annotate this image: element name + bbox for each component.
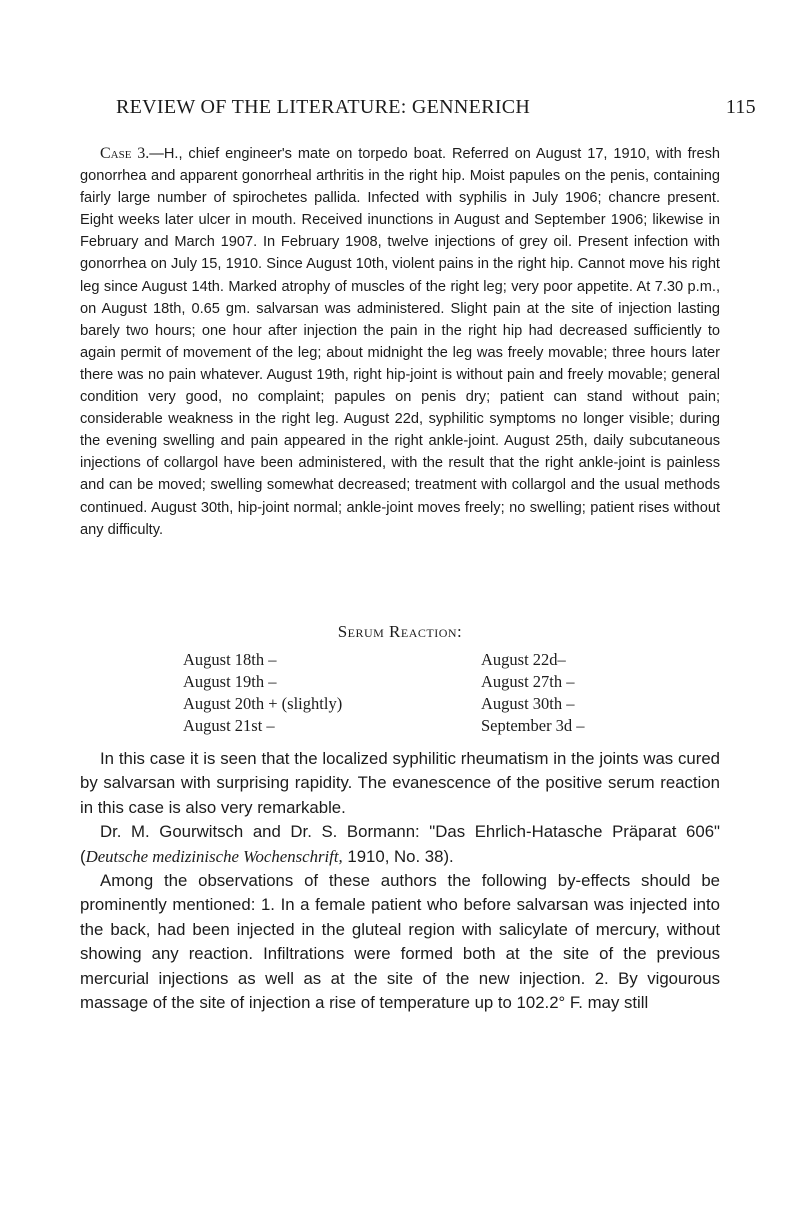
serum-column-left: [183, 649, 342, 737]
serum-entry: August 27th –: [481, 672, 575, 691]
serum-entry: August 30th –: [481, 694, 575, 713]
case-label: Case 3.: [100, 145, 150, 162]
serum-entry: August 22d–: [481, 650, 566, 669]
case-paragraph: [80, 143, 720, 541]
serum-reaction-title: Serum Reaction:: [337, 622, 463, 641]
serum-column-right: [481, 649, 585, 737]
citation-details: 1910, No. 38).: [342, 846, 454, 866]
body-paragraph-2: [80, 820, 720, 869]
serum-entry: August 20th + (slightly): [183, 694, 343, 713]
citation-journal: Deutsche medizinische Wochenschrift,: [85, 846, 343, 866]
citation-authors: Dr. M. Gourwitsch and Dr. S. Bormann: "Das Ehrlich-Hatasche Präparat 606" (: [80, 822, 720, 866]
page-header: [116, 96, 756, 120]
serum-entry: September 3d –: [481, 716, 585, 735]
body-paragraph-1: In this case it is seen that the localized syphilitic rheumatism in the joints was cured by salvarsan with surprising rapidity. The evanescence of the positive serum reaction in this case is also very remarkable.: [80, 749, 720, 817]
page-number: 115: [725, 96, 756, 118]
serum-entry: August 19th –: [183, 672, 277, 691]
case-text: —H., chief engineer's mate on torpedo boat. Referred on August 17, 1910, with fresh gonorrhea and apparent gonorrheal arthritis in the right hip. Moist papules on the penis, containing fairly large number of spirochetes pallida. Infected with syphilis in July 1906; chancre present. Eight weeks later ulcer in mouth. Received inunctions in August and September 1906; likewise in February and March 1907. In February 1908, twelve injections of grey oil. Present infection with gonorrhea on July 15, 1910. Since August 10th, violent pains in the right hip. Cannot move his right leg since August 14th. Marked atrophy of muscles of the right leg; very poor appetite. At 7.30 p.m., on August 18th, 0.65 gm. salvarsan was administered. Slight pain at the site of injection lasting barely two hours; one hour after injection the pain in the right hip had decreased sufficiently to again permit of movement of the leg; about midnight the leg was freely movable; three hours later there was no pain whatever. August 19th, right hip-joint is without pain and freely movable; general condition very good, no complaint; papules on penis dry; patient can stand without pain; considerable weakness in the right leg. August 22d, syphilitic symptoms no longer visible; during the evening swelling and pain appeared in the right ankle-joint. August 25th, daily subcutaneous injections of collargol have been administered, with the result that the right ankle-joint is painless and can be moved; swelling somewhat decreased; treatment with collargol and the usual methods continued. August 30th, hip-joint normal; ankle-joint moves freely; no swelling; patient rises without any difficulty.: [80, 146, 721, 538]
serum-entry: August 18th –: [183, 650, 277, 669]
serum-entry: August 21st –: [183, 716, 275, 735]
body-paragraph-3: Among the observations of these authors the following by-effects should be prominently mentioned: 1. In a female patient who before salvarsan was injected into the back, had been injected in the gluteal region with salicylate of mercury, without showing any reaction. Infiltrations were formed both at the site of the previous mercurial injections as well as at the site of the new injection. 2. By vigourous massage of the site of injection a rise of temperature up to 102.2° F. may still: [80, 871, 720, 1013]
running-head: REVIEW OF THE LITERATURE: GENNERICH: [116, 96, 531, 118]
body-text: [80, 747, 720, 1015]
case-report: [80, 143, 720, 541]
